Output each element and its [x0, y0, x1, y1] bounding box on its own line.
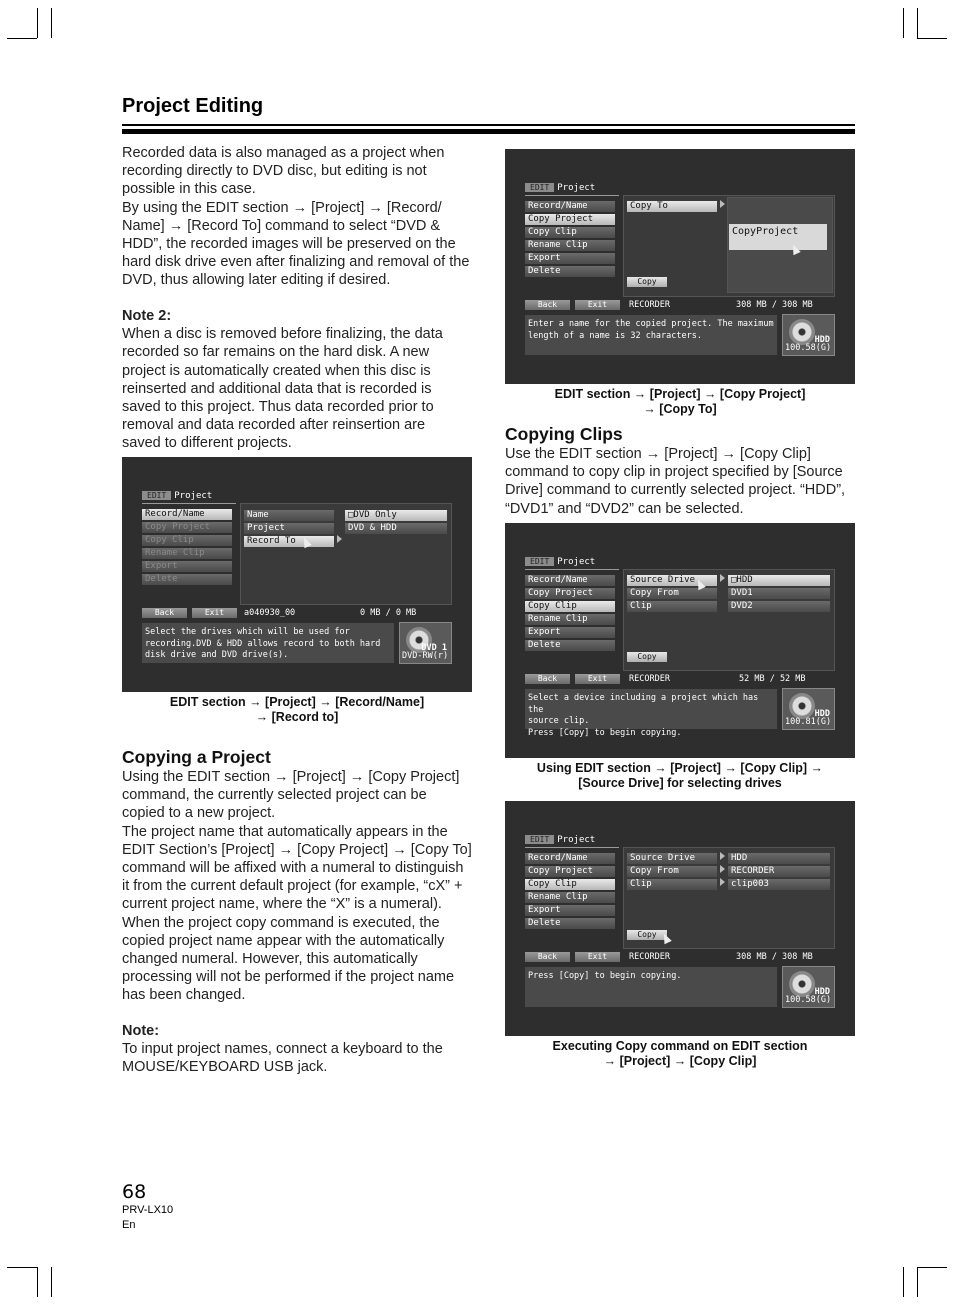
option-item: DVD1 [728, 588, 830, 599]
caption [505, 387, 855, 417]
note2-text: When a disc is removed before finalizing, the data recorded so far remains on the hard disk. A new project is automatically created when this disc is reinserted and additional data that is recorded is saved to this project. Thus data recorded prior to removal and data recorded after reinsertion are saved to different projects. [122, 326, 443, 452]
drive-caption: DVD-RW(r) [402, 651, 449, 661]
menu-item: Copy Project [525, 588, 615, 599]
language-code: En [122, 1219, 136, 1231]
submenu-item: Clip [627, 601, 717, 612]
option-item: DVD & HDD [345, 523, 447, 534]
crop-mark [51, 1267, 52, 1297]
arrow-right-icon [720, 852, 725, 860]
option-item: □HDD [728, 575, 830, 586]
screen-tab-header [525, 183, 595, 193]
menu-item: Export [525, 253, 615, 264]
intro-text [122, 144, 472, 290]
screenshot-copy-to [505, 149, 855, 384]
title-rule [122, 124, 855, 126]
status-size: 0 MB / 0 MB [360, 608, 417, 618]
message-box: Select the drives which will be used for recording.DVD & HDD allows record to both hard disk drive and DVD drive(s). [142, 623, 394, 663]
page-title: Project Editing [122, 95, 264, 117]
menu-item: Delete [525, 918, 615, 929]
menu-item: Export [525, 627, 615, 638]
status-size: 52 MB / 52 MB [739, 674, 806, 684]
screen-tab-header [525, 835, 595, 845]
screenshot-source-drive [505, 523, 855, 758]
menu-item: Rename Clip [525, 892, 615, 903]
note-title: Note: [122, 1023, 160, 1039]
project-tab: Project [174, 491, 213, 501]
value-item: clip003 [728, 879, 830, 890]
menu-item: Export [142, 561, 232, 572]
status-size: 308 MB / 308 MB [736, 300, 813, 310]
copying-clips-heading: Copying Clips [505, 424, 623, 444]
caption-line: [Source Drive] for selecting drives [578, 776, 782, 790]
edit-tab: EDIT [525, 183, 554, 192]
value-item: HDD [728, 853, 830, 864]
hdd-icon [789, 693, 815, 719]
crop-mark [37, 8, 38, 38]
caption [505, 761, 855, 791]
option-item: DVD2 [728, 601, 830, 612]
back-button: Back [142, 608, 187, 618]
title-rule-thick [122, 129, 855, 134]
message-box: Enter a name for the copied project. The maximum length of a name is 32 characters. [525, 315, 777, 355]
arrow-right-icon [720, 574, 725, 582]
menu-item: Copy Project [525, 214, 615, 225]
menu-item: Copy Project [142, 522, 232, 533]
copy-button: Copy [627, 277, 667, 287]
copy-button: Copy [627, 930, 667, 940]
project-tab: Project [557, 835, 596, 845]
status-name: RECORDER [629, 674, 670, 684]
project-tab: Project [557, 557, 596, 567]
submenu-item: Copy From [627, 866, 717, 877]
body-paragraph: Using the EDIT section → [Project] → [Copy Project] command, the currently selected project can be copied to a new project. [122, 769, 460, 822]
copying-clips-text [505, 445, 855, 518]
edit-tab: EDIT [525, 835, 554, 844]
copying-project-heading: Copying a Project [122, 747, 271, 767]
drive-label: DVD 1 [421, 643, 447, 653]
caption [505, 1039, 855, 1069]
status-size: 308 MB / 308 MB [736, 952, 813, 962]
intro-paragraph: By using the EDIT section → [Project] → [Record/ Name] → [Record To] command to select “DVD & HDD”, the recorded images will be preserved on the hard disk drive even after finalizing and removal of the DVD, thus allowing later editing if desired. [122, 199, 470, 289]
menu-item: Rename Clip [142, 548, 232, 559]
hdd-icon [789, 971, 815, 997]
caption [122, 695, 472, 725]
back-button: Back [525, 674, 570, 684]
submenu-item: Source Drive [627, 575, 717, 586]
edit-tab: EDIT [142, 491, 171, 500]
menu-item: Rename Clip [525, 614, 615, 625]
exit-button: Exit [575, 952, 620, 962]
edit-tab: EDIT [525, 557, 554, 566]
note2-title: Note 2: [122, 308, 172, 324]
menu-item: Copy Project [525, 866, 615, 877]
menu-item: Record/Name [525, 853, 615, 864]
copying-project-text [122, 768, 472, 1005]
drive-caption: 100.58(G) [785, 995, 832, 1005]
caption-line: Executing Copy command on EDIT section [552, 1039, 808, 1053]
crop-mark [917, 8, 918, 38]
submenu-item: Copy To [627, 201, 717, 212]
status-name: a040930_00 [244, 608, 296, 618]
arrow-right-icon [720, 878, 725, 886]
drive-label: HDD [814, 709, 830, 719]
intro-paragraph: Recorded data is also managed as a project when recording directly to DVD disc, but editing is not possible in this case. [122, 145, 445, 198]
status-name: RECORDER [629, 952, 670, 962]
menu-item: Copy Clip [525, 227, 615, 238]
caption-line: → [Record to] [255, 710, 339, 724]
hdd-icon [789, 319, 815, 345]
back-button: Back [525, 952, 570, 962]
crop-mark [917, 38, 947, 39]
submenu-item: Clip [627, 879, 717, 890]
caption-line: EDIT section → [Project] → [Record/Name] [169, 695, 425, 709]
exit-button: Exit [192, 608, 237, 618]
crop-mark [903, 1267, 904, 1297]
body-paragraph: The project name that automatically appears in the EDIT Section’s [Project] → [Copy Project] → [Copy To] command will be affixed with a numeral to distinguish it from the current default project (for example, “cX” + current project name, where the “X” is a numeral). When the project copy command is executed, the copied project name appear with the automatically changed numeral. However, this automatically processing will not be performed if the project name has been changed. [122, 823, 472, 1004]
caption-line: → [Project] → [Copy Clip] [603, 1054, 757, 1068]
message-box: Select a device including a project which has the source clip. Press [Copy] to begin copying. [525, 689, 777, 729]
caption-line: → [Copy To] [643, 402, 717, 416]
message-box: Press [Copy] to begin copying. [525, 967, 777, 1007]
submenu-item: Copy From [627, 588, 717, 599]
submenu-item: Source Drive [627, 853, 717, 864]
menu-item: Copy Clip [142, 535, 232, 546]
back-button: Back [525, 300, 570, 310]
copy-button: Copy [627, 652, 667, 662]
menu-item: Delete [525, 266, 615, 277]
drive-indicator [782, 688, 835, 730]
screenshot-execute-copy [505, 801, 855, 1036]
project-name-input: CopyProject [729, 224, 827, 250]
page-number: 68 [122, 1181, 147, 1203]
crop-mark [7, 1267, 37, 1268]
crop-mark [51, 8, 52, 38]
menu-item: Record/Name [525, 575, 615, 586]
caption-line: EDIT section → [Project] → [Copy Project] [554, 387, 806, 401]
drive-caption: 100.58(G) [785, 343, 832, 353]
screen-tab-header [142, 491, 212, 501]
exit-button: Exit [575, 300, 620, 310]
note-text: To input project names, connect a keyboard to the MOUSE/KEYBOARD USB jack. [122, 1041, 443, 1076]
value-item: RECORDER [728, 866, 830, 877]
note2 [122, 307, 462, 453]
crop-mark [903, 8, 904, 38]
drive-indicator [782, 314, 835, 356]
menu-item: Export [525, 905, 615, 916]
drive-indicator [782, 966, 835, 1008]
submenu-item: Project [244, 523, 334, 534]
menu-item: Rename Clip [525, 240, 615, 251]
arrow-right-icon [720, 865, 725, 873]
crop-mark [917, 1267, 918, 1297]
menu-item: Copy Clip [525, 601, 615, 612]
crop-mark [917, 1267, 947, 1268]
screen-tab-header [525, 557, 595, 567]
status-name: RECORDER [629, 300, 670, 310]
drive-label: HDD [814, 987, 830, 997]
menu-item: Record/Name [525, 201, 615, 212]
menu-item: Delete [142, 574, 232, 585]
exit-button: Exit [575, 674, 620, 684]
arrow-right-icon [720, 200, 725, 208]
drive-caption: 100.81(G) [785, 717, 832, 727]
drive-label: HDD [814, 335, 830, 345]
drive-indicator [399, 622, 452, 664]
menu-item: Delete [525, 640, 615, 651]
caption-line: Using EDIT section → [Project] → [Copy Clip] → [536, 761, 824, 775]
submenu-item: Name [244, 510, 334, 521]
note [122, 1022, 472, 1077]
arrow-right-icon [337, 535, 342, 543]
menu-item: Copy Clip [525, 879, 615, 890]
model-code: PRV-LX10 [122, 1204, 174, 1216]
crop-mark [7, 38, 37, 39]
project-tab: Project [557, 183, 596, 193]
crop-mark [37, 1267, 38, 1297]
menu-item: Record/Name [142, 509, 232, 520]
body-paragraph: Use the EDIT section → [Project] → [Copy Clip] command to copy clip in project specified by [Source Drive] command to currently selected project. “HDD”, “DVD1” and “DVD2” can be selected. [505, 446, 846, 517]
screenshot-record-to [122, 457, 472, 692]
option-item: □DVD Only [345, 510, 447, 521]
submenu-item: Record To [244, 536, 334, 547]
